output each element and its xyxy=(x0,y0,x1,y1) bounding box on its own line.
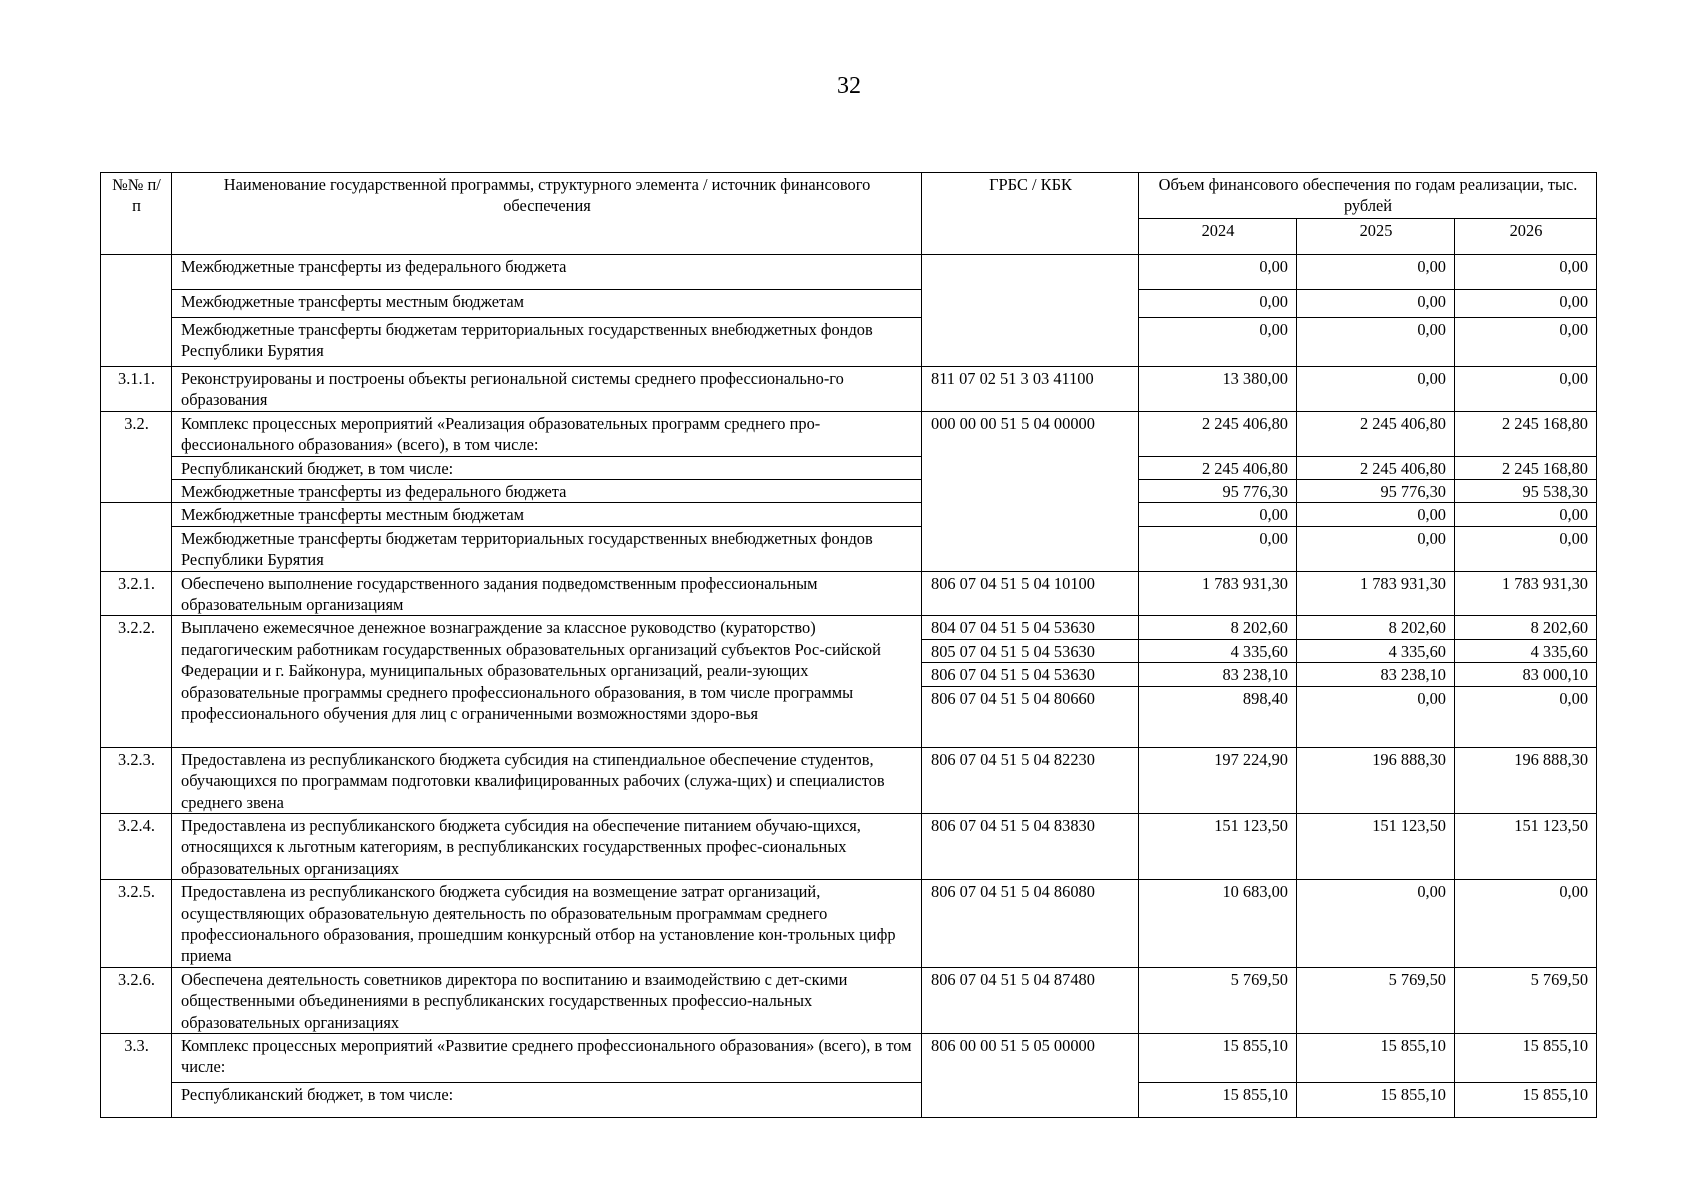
table-row xyxy=(101,1082,1597,1117)
row-name: Межбюджетные трансферты бюджетам территориальных государственных внебюджетных фондов Республики Бурятия xyxy=(172,526,922,571)
value-2025: 0,00 xyxy=(1297,367,1455,412)
value-2026: 15 855,10 xyxy=(1455,1082,1597,1117)
value-2026: 196 888,30 xyxy=(1455,747,1597,813)
row-kbk: 806 07 04 51 5 04 80660 xyxy=(922,686,1139,747)
row-number: 3.2. xyxy=(101,411,172,503)
value-2024: 898,40 xyxy=(1139,686,1297,747)
value-2025: 0,00 xyxy=(1297,686,1455,747)
table-row xyxy=(101,967,1597,1033)
value-2024: 13 380,00 xyxy=(1139,367,1297,412)
value-2024: 5 769,50 xyxy=(1139,967,1297,1033)
row-kbk: 806 07 04 51 5 04 82230 xyxy=(922,747,1139,813)
value-2026: 0,00 xyxy=(1455,880,1597,968)
value-2024: 10 683,00 xyxy=(1139,880,1297,968)
table-row xyxy=(101,290,1597,318)
row-number: 3.2.6. xyxy=(101,967,172,1033)
value-2026: 5 769,50 xyxy=(1455,967,1597,1033)
table-row xyxy=(101,318,1597,367)
value-2025: 0,00 xyxy=(1297,318,1455,367)
row-kbk: 000 00 00 51 5 04 00000 xyxy=(922,411,1139,571)
value-2025: 2 245 406,80 xyxy=(1297,456,1455,479)
row-name: Обеспечена деятельность советников директора по воспитанию и взаимодействию с дет-скими общественными объединениями в республиканских государственных профессио-нальных образовательных организациях xyxy=(172,967,922,1033)
row-kbk: 811 07 02 51 3 03 41100 xyxy=(922,367,1139,412)
row-name: Межбюджетные трансферты местным бюджетам xyxy=(172,290,922,318)
table-row xyxy=(101,747,1597,813)
row-number: 3.2.3. xyxy=(101,747,172,813)
row-kbk: 805 07 04 51 5 04 53630 xyxy=(922,639,1139,662)
value-2024: 83 238,10 xyxy=(1139,663,1297,686)
row-kbk: 806 00 00 51 5 05 00000 xyxy=(922,1033,1139,1117)
table-row xyxy=(101,813,1597,879)
budget-table xyxy=(100,172,1597,1118)
row-name: Предоставлена из республиканского бюджета субсидия на стипендиальное обеспечение студентов, обучающихся по программам подготовки квалифицированных рабочих (служа-щих) и специалистов среднего звена xyxy=(172,747,922,813)
value-2026: 0,00 xyxy=(1455,526,1597,571)
value-2026: 0,00 xyxy=(1455,367,1597,412)
row-name: Реконструированы и построены объекты региональной системы среднего профессионально-го образования xyxy=(172,367,922,412)
row-number: 3.2.4. xyxy=(101,813,172,879)
row-name: Межбюджетные трансферты местным бюджетам xyxy=(172,503,922,526)
value-2026: 1 783 931,30 xyxy=(1455,571,1597,616)
value-2025: 196 888,30 xyxy=(1297,747,1455,813)
value-2025: 95 776,30 xyxy=(1297,480,1455,503)
row-name: Межбюджетные трансферты из федерального бюджета xyxy=(172,255,922,290)
value-2026: 83 000,10 xyxy=(1455,663,1597,686)
table-row xyxy=(101,367,1597,412)
table-row xyxy=(101,526,1597,571)
value-2025: 0,00 xyxy=(1297,290,1455,318)
row-number: 3.2.1. xyxy=(101,571,172,616)
row-kbk xyxy=(922,255,1139,367)
row-number: 3.2.2. xyxy=(101,616,172,747)
value-2024: 95 776,30 xyxy=(1139,480,1297,503)
value-2025: 0,00 xyxy=(1297,255,1455,290)
value-2024: 2 245 406,80 xyxy=(1139,456,1297,479)
value-2025: 151 123,50 xyxy=(1297,813,1455,879)
value-2025: 4 335,60 xyxy=(1297,639,1455,662)
row-name: Республиканский бюджет, в том числе: xyxy=(172,1082,922,1117)
table-row xyxy=(101,480,1597,503)
value-2025: 0,00 xyxy=(1297,880,1455,968)
row-kbk: 806 07 04 51 5 04 53630 xyxy=(922,663,1139,686)
value-2026: 8 202,60 xyxy=(1455,616,1597,639)
row-name: Обеспечено выполнение государственного задания подведомственным профессиональным образовательным организациям xyxy=(172,571,922,616)
value-2025: 0,00 xyxy=(1297,526,1455,571)
value-2024: 0,00 xyxy=(1139,503,1297,526)
value-2024: 15 855,10 xyxy=(1139,1033,1297,1082)
row-kbk: 806 07 04 51 5 04 87480 xyxy=(922,967,1139,1033)
value-2024: 0,00 xyxy=(1139,290,1297,318)
value-2024: 151 123,50 xyxy=(1139,813,1297,879)
table-row xyxy=(101,616,1597,639)
row-name: Предоставлена из республиканского бюджета субсидия на возмещение затрат организаций, осуществляющих образовательную деятельность по образовательным программам среднего профессионального образования, прошедшим конкурсный отбор на установление кон-трольных цифр приема xyxy=(172,880,922,968)
value-2025: 83 238,10 xyxy=(1297,663,1455,686)
row-kbk: 806 07 04 51 5 04 86080 xyxy=(922,880,1139,968)
value-2026: 151 123,50 xyxy=(1455,813,1597,879)
value-2025: 0,00 xyxy=(1297,503,1455,526)
header-year-2026: 2026 xyxy=(1455,219,1597,255)
row-name: Комплекс процессных мероприятий «Развитие среднего профессионального образования» (всего), в том числе: xyxy=(172,1033,922,1082)
value-2024: 4 335,60 xyxy=(1139,639,1297,662)
row-number: 3.3. xyxy=(101,1033,172,1117)
value-2025: 15 855,10 xyxy=(1297,1082,1455,1117)
value-2024: 2 245 406,80 xyxy=(1139,411,1297,456)
row-kbk: 806 07 04 51 5 04 83830 xyxy=(922,813,1139,879)
value-2024: 0,00 xyxy=(1139,526,1297,571)
value-2026: 0,00 xyxy=(1455,290,1597,318)
row-number xyxy=(101,255,172,367)
header-name: Наименование государственной программы, структурного элемента / источник финансового обеспечения xyxy=(172,173,922,255)
row-number xyxy=(101,503,172,571)
value-2026: 2 245 168,80 xyxy=(1455,411,1597,456)
header-number: №№ п/п xyxy=(101,173,172,255)
value-2026: 15 855,10 xyxy=(1455,1033,1597,1082)
value-2026: 2 245 168,80 xyxy=(1455,456,1597,479)
value-2026: 0,00 xyxy=(1455,318,1597,367)
value-2025: 2 245 406,80 xyxy=(1297,411,1455,456)
value-2025: 5 769,50 xyxy=(1297,967,1455,1033)
table-row xyxy=(101,880,1597,968)
row-kbk: 806 07 04 51 5 04 10100 xyxy=(922,571,1139,616)
value-2026: 4 335,60 xyxy=(1455,639,1597,662)
header-year-2025: 2025 xyxy=(1297,219,1455,255)
table-row xyxy=(101,571,1597,616)
value-2024: 0,00 xyxy=(1139,255,1297,290)
value-2026: 0,00 xyxy=(1455,503,1597,526)
value-2026: 0,00 xyxy=(1455,686,1597,747)
row-name: Республиканский бюджет, в том числе: xyxy=(172,456,922,479)
row-name: Выплачено ежемесячное денежное вознаграждение за классное руководство (кураторство) педагогическим работникам государственных образовательных организаций субъектов Рос-сийской Федерации и г. Байконура, муниципальных образовательных организаций, реали-зующих образовательные программы среднего профессионального образования, в том числе программы профессионального обучения для лиц с ограниченными возможностями здоро-вья xyxy=(172,616,922,747)
table-row xyxy=(101,503,1597,526)
table-row xyxy=(101,1033,1597,1082)
page-number: 32 xyxy=(837,73,861,99)
table-row xyxy=(101,255,1597,290)
value-2025: 8 202,60 xyxy=(1297,616,1455,639)
row-name: Межбюджетные трансферты из федерального бюджета xyxy=(172,480,922,503)
value-2026: 0,00 xyxy=(1455,255,1597,290)
value-2024: 15 855,10 xyxy=(1139,1082,1297,1117)
header-volume: Объем финансового обеспечения по годам реализации, тыс. рублей xyxy=(1139,173,1597,219)
value-2024: 197 224,90 xyxy=(1139,747,1297,813)
table-row xyxy=(101,411,1597,456)
value-2025: 1 783 931,30 xyxy=(1297,571,1455,616)
row-name: Межбюджетные трансферты бюджетам территориальных государственных внебюджетных фондов Республики Бурятия xyxy=(172,318,922,367)
value-2024: 8 202,60 xyxy=(1139,616,1297,639)
header-kbk: ГРБС / КБК xyxy=(922,173,1139,255)
header-year-2024: 2024 xyxy=(1139,219,1297,255)
value-2025: 15 855,10 xyxy=(1297,1033,1455,1082)
row-number: 3.2.5. xyxy=(101,880,172,968)
row-name: Комплекс процессных мероприятий «Реализация образовательных программ среднего про-фессионального образования» (всего), в том числе: xyxy=(172,411,922,456)
value-2024: 1 783 931,30 xyxy=(1139,571,1297,616)
value-2024: 0,00 xyxy=(1139,318,1297,367)
row-name: Предоставлена из республиканского бюджета субсидия на обеспечение питанием обучаю-щихся, относящихся к льготным категориям, в республиканских государственных профес-сиональных образовательных организациях xyxy=(172,813,922,879)
row-number: 3.1.1. xyxy=(101,367,172,412)
value-2026: 95 538,30 xyxy=(1455,480,1597,503)
row-kbk: 804 07 04 51 5 04 53630 xyxy=(922,616,1139,639)
table-row xyxy=(101,456,1597,479)
